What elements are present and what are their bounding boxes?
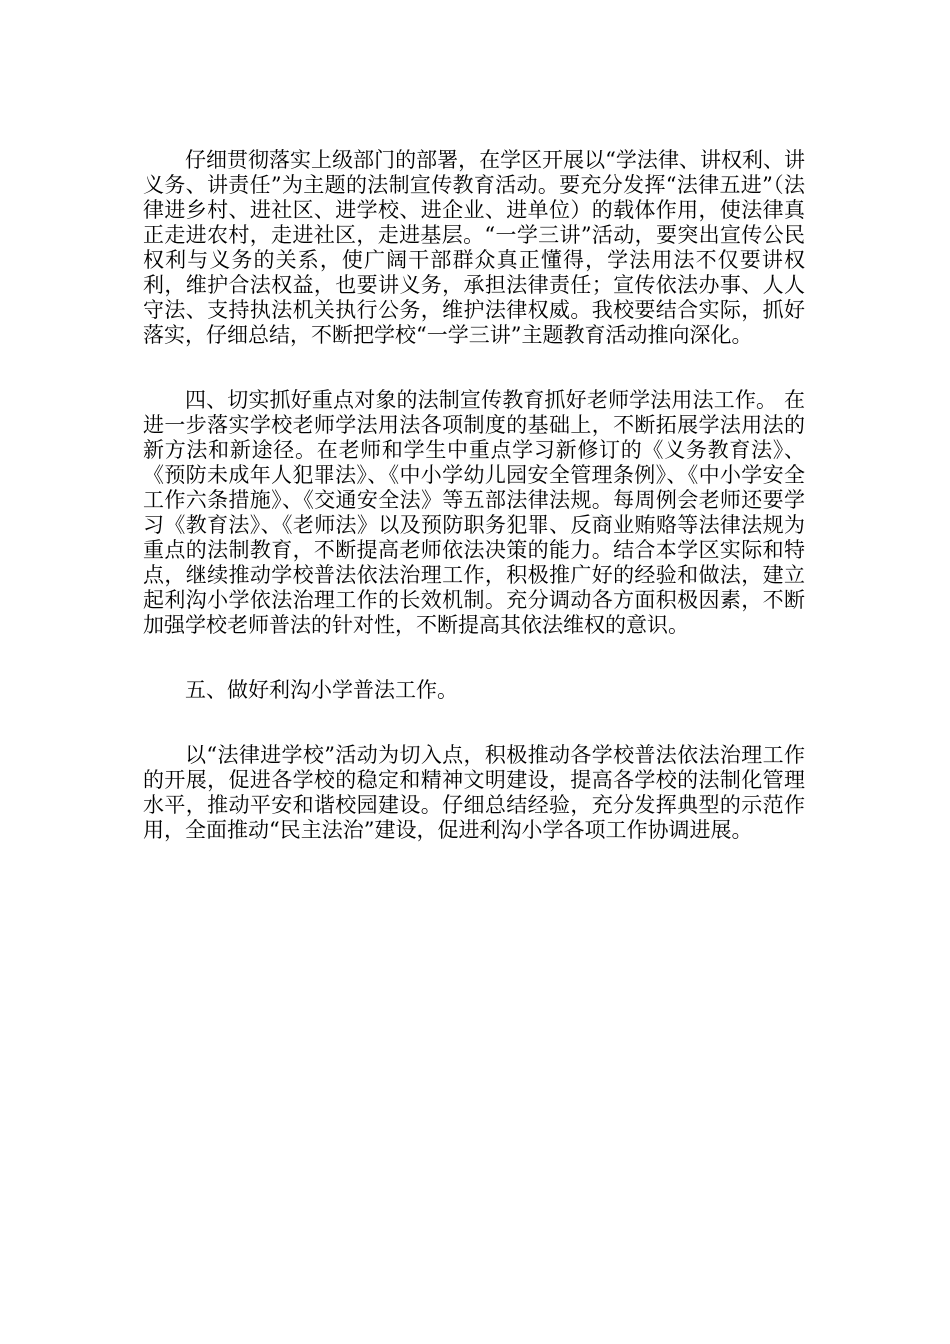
paragraph-publicity-activity: 仔细贯彻落实上级部门的部署，在学区开展以“学法律、讲权利、讲义务、讲责任”为主题的法制宣传教育活动。要充分发挥“法律五进”（法律进乡村、进社区、进学校、进企业、进单位）的载体作用，使法律真正走进农村，走进社区，走进基层。“一学三讲”活动，要突出宣传公民权利与义务的关系，使广阔干部群众真正懂得，学法用法不仅要讲权利，维护合法权益，也要讲义务，承担法律责任；宣传依法办事、人人守法、支持执法机关执行公务，维护法律权威。我校要结合实际，抓好落实，仔细总结，不断把学校“一学三讲”主题教育活动推向深化。 (143, 148, 805, 347)
document-body (143, 148, 805, 843)
paragraph-section-four: 四、切实抓好重点对象的法制宣传教育抓好老师学法用法工作。 在进一步落实学校老师学法用法各项制度的基础上，不断拓展学法用法的新方法和新途径。在老师和学生中重点学习新修订的《义务教育法》、《预防未成年人犯罪法》、《中小学幼儿园安全管理条例》、《中小学安全工作六条措施》、《交通安全法》等五部法律法规。每周例会老师还要学习《教育法》、《老师法》以及预防职务犯罪、反商业贿赂等法律法规为重点的法制教育，不断提高老师依法决策的能力。结合本学区实际和特点，继续推动学校普法依法治理工作，积极推广好的经验和做法，建立起利沟小学依法治理工作的长效机制。充分调动各方面积极因素，不断加强学校老师普法的针对性，不断提高其依法维权的意识。 (143, 388, 805, 637)
paragraph-law-into-school: 以“法律进学校”活动为切入点，积极推动各学校普法依法治理工作的开展，促进各学校的稳定和精神文明建设，提高各学校的法制化管理水平，推动平安和谐校园建设。仔细总结经验，充分发挥典型的示范作用，全面推动“民主法治”建设，促进利沟小学各项工作协调进展。 (143, 743, 805, 842)
paragraph-section-five-heading: 五、做好利沟小学普法工作。 (185, 678, 458, 702)
